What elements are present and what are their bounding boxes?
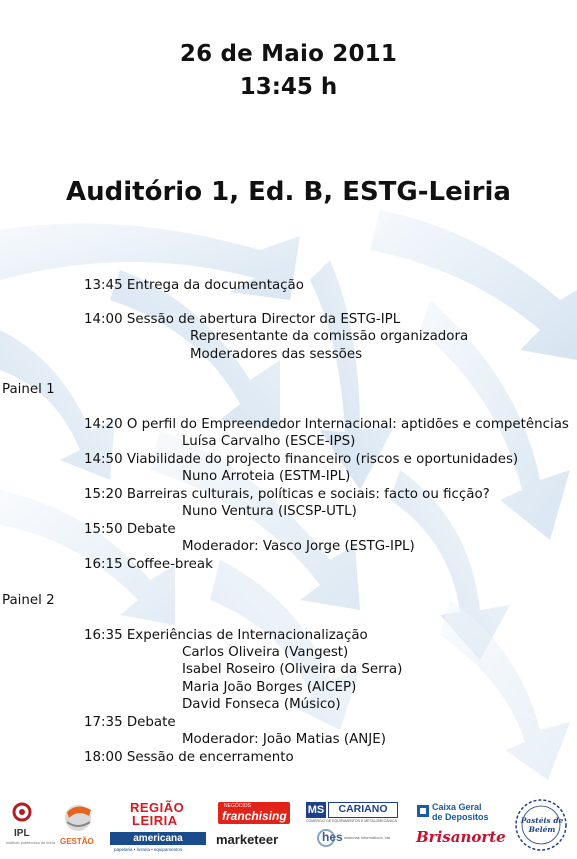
regiao-label: REGIÃO (130, 800, 185, 815)
program-item: 18:00 Sessão de encerramento (84, 750, 294, 765)
event-date: 26 de Maio 2011 (179, 41, 398, 67)
program-speaker: Representante da comissão organizadora (190, 329, 469, 344)
ipl-sublabel: instituto politécnico de leiria (6, 840, 55, 845)
program-speaker: Moderador: Vasco Jorge (ESTG-IPL) (182, 539, 415, 554)
gestao-logo (58, 800, 98, 852)
program-speaker: Nuno Arroteia (ESTM-IPL) (182, 469, 351, 484)
program-speaker: Nuno Ventura (ISCSP-UTL) (182, 504, 357, 519)
event-time: 13:45 h (239, 74, 338, 100)
negocios-label: NEGÓCIOS (224, 803, 251, 809)
panel-heading: Painel 2 (2, 593, 55, 608)
program-speaker: David Fonseca (Músico) (182, 697, 341, 712)
cariano-sublabel: COMÉRCIO DE EQUIPAMENTOS E METALOMECÂNICA (306, 819, 397, 823)
regiao-leiria-logo (110, 798, 208, 856)
program-speaker: Moderador: João Matias (ANJE) (182, 732, 386, 747)
ipl-logo (6, 802, 55, 852)
caixa-line2: de Depositos (432, 812, 489, 822)
program-item: 16:35 Experiências de Internacionalização (84, 628, 368, 643)
gestao-label: GESTÃO (60, 837, 94, 846)
program-item: 14:20 O perfil do Empreendedor Internacional: aptidões e competências (84, 417, 569, 432)
program-speaker: Maria João Borges (AICEP) (182, 680, 357, 695)
program-item: 14:00 Sessão de abertura Director da ESTG-IPL (84, 312, 401, 327)
program-item: 15:20 Barreiras culturais, políticas e sociais: facto ou ficção? (84, 487, 490, 502)
ipl-emblem-icon (12, 802, 32, 822)
franchising-logo (216, 802, 296, 854)
program-speaker: Luísa Carvalho (ESCE-IPS) (182, 434, 356, 449)
ipl-label: IPL (14, 828, 30, 839)
program-speaker: Carlos Oliveira (Vangest) (182, 645, 349, 660)
panel-heading: Painel 1 (2, 382, 55, 397)
program-item: 15:50 Debate (84, 522, 176, 537)
gestao-globe-icon (63, 800, 93, 834)
caixa-emblem-icon (416, 804, 430, 818)
program-speaker: Moderadores das sessões (190, 347, 363, 362)
program-item: 13:45 Entrega da documentação (84, 278, 304, 293)
program-speaker: Isabel Roseiro (Oliveira da Serra) (182, 662, 403, 677)
leiria-label: LEIRIA (132, 813, 178, 828)
cariano-label: CARIANO (328, 802, 398, 818)
americana-sublabel: papelaria • livraria • equipamentos (114, 847, 183, 852)
hes-sublabel: sistemas informáticos, lda (344, 835, 391, 840)
brisanorte-label: Brisanorte (416, 828, 506, 846)
program-item: 17:35 Debate (84, 715, 176, 730)
program-item: 16:15 Coffee-break (84, 557, 213, 572)
cariano-logo (304, 802, 400, 854)
pasteis-label: Pastéis de Belém (520, 816, 564, 834)
hes-label: hes (322, 830, 343, 844)
americana-label: americana (110, 832, 206, 845)
event-venue: Auditório 1, Ed. B, ESTG-Leiria (66, 177, 511, 207)
franchising-label: franchising (222, 809, 287, 823)
marketeer-label: marketeer (216, 832, 279, 847)
cariano-ms-badge: MS (307, 804, 325, 816)
pasteis-de-belem-logo (514, 798, 570, 854)
program-item: 14:50 Viabilidade do projecto financeiro (riscos e oportunidades) (84, 452, 519, 467)
caixa-line1: Caixa Geral (432, 802, 482, 812)
caixa-brisanorte-logo (414, 802, 510, 854)
sponsor-logos (0, 796, 577, 859)
